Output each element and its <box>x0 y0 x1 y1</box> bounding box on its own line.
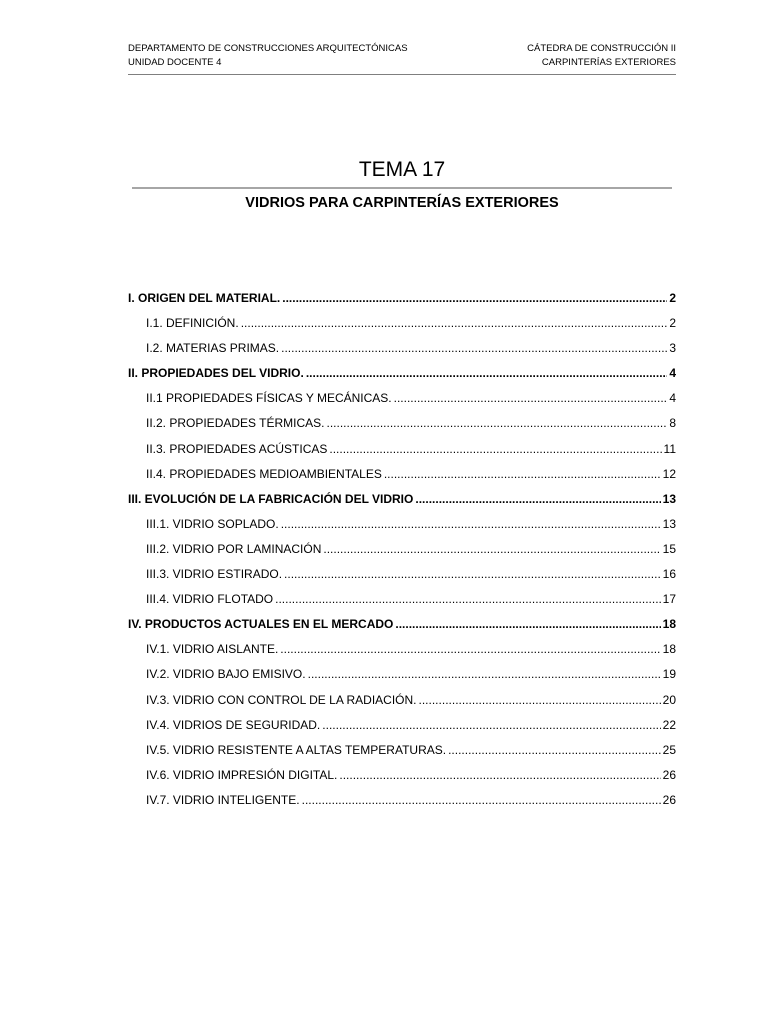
toc-dot-leader <box>306 363 668 383</box>
toc-dot-leader <box>280 639 660 659</box>
toc-entry-label: IV.7. VIDRIO INTELIGENTE. <box>146 792 300 807</box>
toc-entry-page: 26 <box>662 792 676 807</box>
toc-dot-leader <box>284 564 661 584</box>
toc-dot-leader <box>419 690 661 710</box>
toc-dot-leader <box>281 338 667 358</box>
toc-subsection[interactable] <box>128 439 676 464</box>
toc-subsection[interactable] <box>128 464 676 489</box>
toc-entry-label: III. EVOLUCIÓN DE LA FABRICACIÓN DEL VIDRIO <box>128 491 414 506</box>
toc-dot-leader <box>282 288 667 308</box>
toc-entry-page: 2 <box>669 291 676 305</box>
toc-entry-label: II.1 PROPIEDADES FÍSICAS Y MECÁNICAS. <box>146 391 392 406</box>
toc-dot-leader <box>241 313 668 333</box>
toc-entry-page: 20 <box>662 692 676 707</box>
toc-entry-page: 4 <box>669 391 676 406</box>
header-chair: CÁTEDRA DE CONSTRUCCIÓN II <box>527 43 676 54</box>
header-row-2 <box>128 56 676 70</box>
toc-entry-page: 18 <box>662 642 676 657</box>
toc-entry-page: 13 <box>662 516 676 531</box>
toc-entry-label: IV.5. VIDRIO RESISTENTE A ALTAS TEMPERATURAS. <box>146 742 447 757</box>
toc-dot-leader <box>327 413 668 433</box>
toc-dot-leader <box>339 765 660 785</box>
toc-dot-leader <box>322 715 660 735</box>
toc-entry-page: 18 <box>662 617 676 632</box>
toc-subsection[interactable] <box>128 740 676 765</box>
toc-entry-label: I.1. DEFINICIÓN. <box>146 316 239 331</box>
toc-subsection[interactable] <box>128 790 676 815</box>
title-divider <box>132 187 672 189</box>
toc-subsection[interactable] <box>128 388 676 413</box>
toc-dot-leader <box>281 514 661 534</box>
header-department: DEPARTAMENTO DE CONSTRUCCIONES ARQUITECTÓNICAS <box>128 43 408 54</box>
toc-entry-page: 13 <box>662 491 676 506</box>
document-subtitle: VIDRIOS PARA CARPINTERÍAS EXTERIORES <box>245 195 559 211</box>
toc-entry-label: III.4. VIDRIO FLOTADO <box>146 592 274 607</box>
toc-entry-label: II.2. PROPIEDADES TÉRMICAS. <box>146 416 325 431</box>
toc-subsection[interactable] <box>128 338 676 363</box>
toc-entry-label: II. PROPIEDADES DEL VIDRIO. <box>128 366 304 381</box>
toc-entry-page: 3 <box>669 341 676 356</box>
toc-entry-label: IV.2. VIDRIO BAJO EMISIVO. <box>146 667 306 682</box>
toc-dot-leader <box>308 664 661 684</box>
toc-dot-leader <box>329 439 661 459</box>
toc-dot-leader <box>384 464 661 484</box>
toc-dot-leader <box>275 589 661 609</box>
toc-entry-label: IV. PRODUCTOS ACTUALES EN EL MERCADO <box>128 617 394 632</box>
toc-subsection[interactable] <box>128 690 676 715</box>
document-title: TEMA 17 <box>358 158 446 181</box>
toc-subsection[interactable] <box>128 664 676 689</box>
toc-entry-label: I. ORIGEN DEL MATERIAL. <box>128 291 281 305</box>
header-unit: UNIDAD DOCENTE 4 <box>128 57 222 68</box>
toc-entry-page: 25 <box>662 742 676 757</box>
toc-section[interactable] <box>128 288 676 313</box>
toc-dot-leader <box>323 539 660 559</box>
toc-dot-leader <box>415 489 660 509</box>
toc-entry-page: 11 <box>663 441 676 456</box>
toc-entry-page: 15 <box>662 541 676 556</box>
toc-dot-leader <box>394 388 668 408</box>
toc-section[interactable] <box>128 363 676 388</box>
toc-entry-label: II.4. PROPIEDADES MEDIOAMBIENTALES <box>146 466 382 481</box>
toc-entry-label: III.2. VIDRIO POR LAMINACIÓN <box>146 541 322 556</box>
toc-subsection[interactable] <box>128 639 676 664</box>
toc-subsection[interactable] <box>128 413 676 438</box>
table-of-contents <box>128 288 676 815</box>
toc-entry-label: IV.3. VIDRIO CON CONTROL DE LA RADIACIÓN. <box>146 692 417 707</box>
toc-entry-label: IV.6. VIDRIO IMPRESIÓN DIGITAL. <box>146 767 338 782</box>
toc-subsection[interactable] <box>128 313 676 338</box>
toc-entry-label: III.1. VIDRIO SOPLADO. <box>146 516 279 531</box>
header-subject: CARPINTERÍAS EXTERIORES <box>541 57 676 68</box>
toc-entry-label: II.3. PROPIEDADES ACÚSTICAS <box>146 441 328 456</box>
toc-entry-page: 17 <box>662 592 676 607</box>
toc-dot-leader <box>302 790 661 810</box>
toc-entry-page: 16 <box>662 567 676 582</box>
toc-subsection[interactable] <box>128 715 676 740</box>
toc-entry-page: 26 <box>662 767 676 782</box>
toc-entry-label: I.2. MATERIAS PRIMAS. <box>146 341 280 356</box>
toc-dot-leader <box>395 614 660 634</box>
toc-dot-leader <box>448 740 661 760</box>
toc-subsection[interactable] <box>128 589 676 614</box>
page-header <box>128 42 676 70</box>
toc-subsection[interactable] <box>128 765 676 790</box>
toc-entry-page: 8 <box>669 416 676 431</box>
header-divider <box>128 74 676 75</box>
toc-entry-page: 22 <box>662 717 676 732</box>
toc-entry-label: IV.1. VIDRIO AISLANTE. <box>146 642 279 657</box>
toc-entry-label: III.3. VIDRIO ESTIRADO. <box>146 567 283 582</box>
toc-section[interactable] <box>128 614 676 639</box>
toc-entry-page: 12 <box>662 466 676 481</box>
toc-entry-label: IV.4. VIDRIOS DE SEGURIDAD. <box>146 717 321 732</box>
toc-subsection[interactable] <box>128 564 676 589</box>
toc-subsection[interactable] <box>128 514 676 539</box>
toc-entry-page: 2 <box>669 316 676 331</box>
header-row-1 <box>128 42 676 56</box>
toc-entry-page: 4 <box>669 366 676 381</box>
toc-section[interactable] <box>128 489 676 514</box>
toc-subsection[interactable] <box>128 539 676 564</box>
toc-entry-page: 19 <box>662 667 676 682</box>
